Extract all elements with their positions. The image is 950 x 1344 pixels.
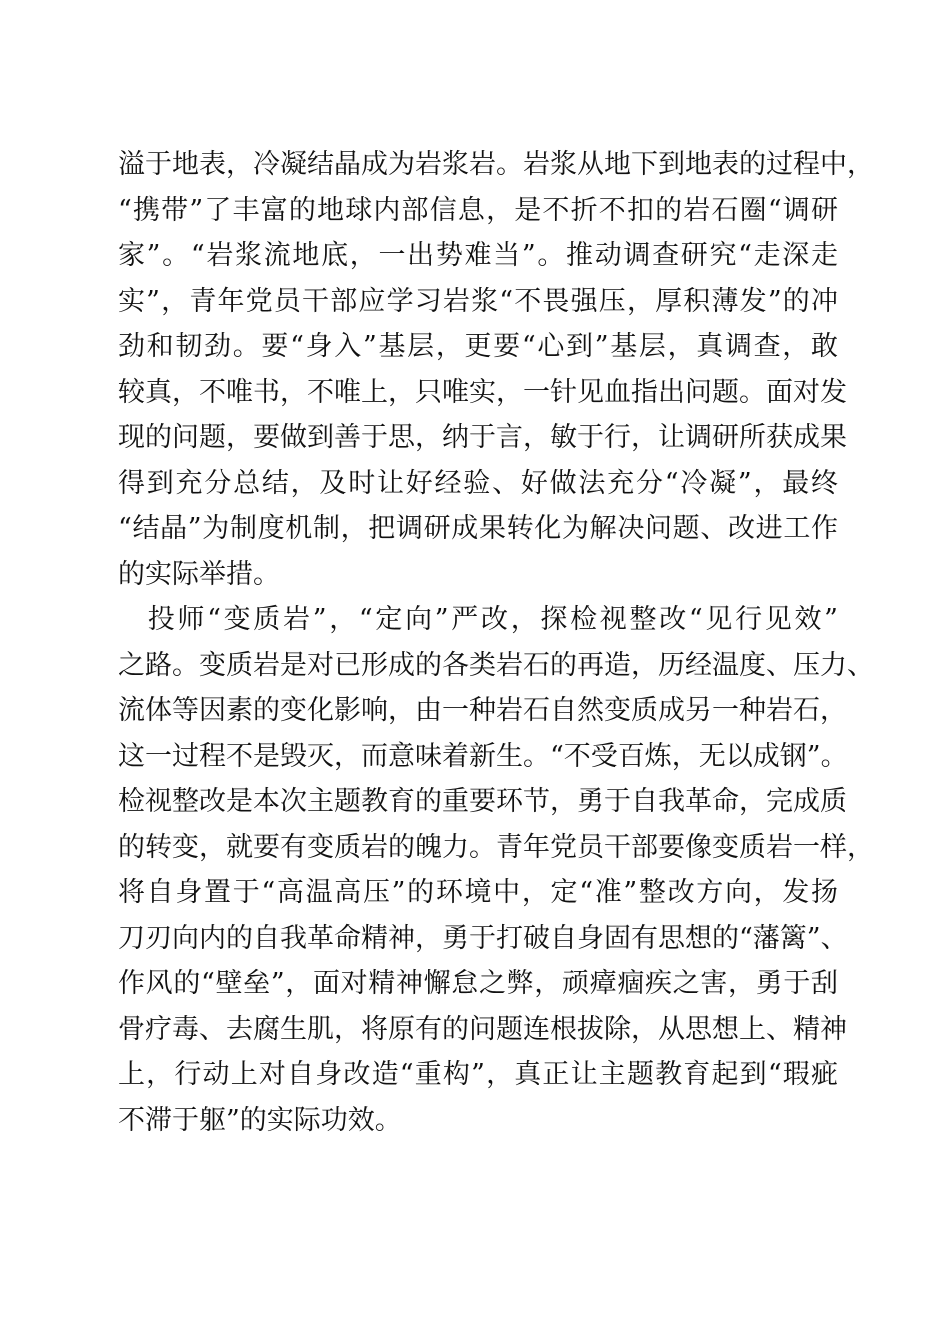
paragraph-1 [118, 142, 874, 597]
text-line: 劲和韧劲。要“身入”基层，更要“心到”基层，真调查，敢 [118, 331, 838, 362]
text-line: 现的问题，要做到善于思，纳于言，敏于行，让调研所获成果 [118, 422, 847, 453]
text-line: “结晶”为制度机制，把调研成果转化为解决问题、改进工作 [118, 513, 838, 544]
text-line: 检视整改是本次主题教育的重要环节，勇于自我革命，完成质 [118, 786, 847, 817]
text-line: 得到充分总结，及时让好经验、好做法充分“冷凝”，最终 [118, 467, 838, 499]
body-text [118, 142, 874, 1143]
text-line: 作风的“壁垒”，面对精神懈怠之弊，顽瘴痼疾之害，勇于刮 [118, 968, 838, 999]
text-line: 流体等因素的变化影响，由一种岩石自然变质成另一种岩石， [118, 695, 847, 726]
text-line: 溢于地表，冷凝结晶成为岩浆岩。岩浆从地下到地表的过程中， [118, 149, 874, 180]
paragraph-2 [118, 597, 874, 1143]
text-line: 的实际举措。 [118, 558, 280, 590]
text-line: 的转变，就要有变质岩的魄力。青年党员干部要像变质岩一样， [118, 831, 874, 863]
text-line: 这一过程不是毁灭，而意味着新生。“不受百炼，无以成钢”。 [118, 740, 848, 772]
text-line: 投师“变质岩”，“定向”严改，探检视整改“见行见效” [118, 604, 838, 635]
text-line: 上，行动上对自身改造“重构”，真正让主题教育起到“瑕疵 [118, 1059, 838, 1090]
text-line: 不滞于躯”的实际功效。 [118, 1104, 402, 1136]
text-line: 将自身置于“高温高压”的环境中，定“准”整改方向，发扬 [118, 877, 838, 908]
text-line: 较真，不唯书，不唯上，只唯实，一针见血指出问题。面对发 [118, 376, 847, 408]
text-line: 刀刃向内的自我革命精神，勇于打破自身固有思想的“藩篱”、 [118, 922, 848, 954]
text-line: 家”。“岩浆流地底，一出势难当”。推动调查研究“走深走 [118, 240, 838, 271]
text-line: “携带”了丰富的地球内部信息，是不折不扣的岩石圈“调研 [118, 194, 838, 226]
text-line: 之路。变质岩是对已形成的各类岩石的再造，历经温度、压力、 [118, 649, 874, 681]
text-line: 实”，青年党员干部应学习岩浆“不畏强压，厚积薄发”的冲 [118, 285, 838, 317]
text-line: 骨疗毒、去腐生肌，将原有的问题连根拔除，从思想上、精神 [118, 1013, 847, 1045]
